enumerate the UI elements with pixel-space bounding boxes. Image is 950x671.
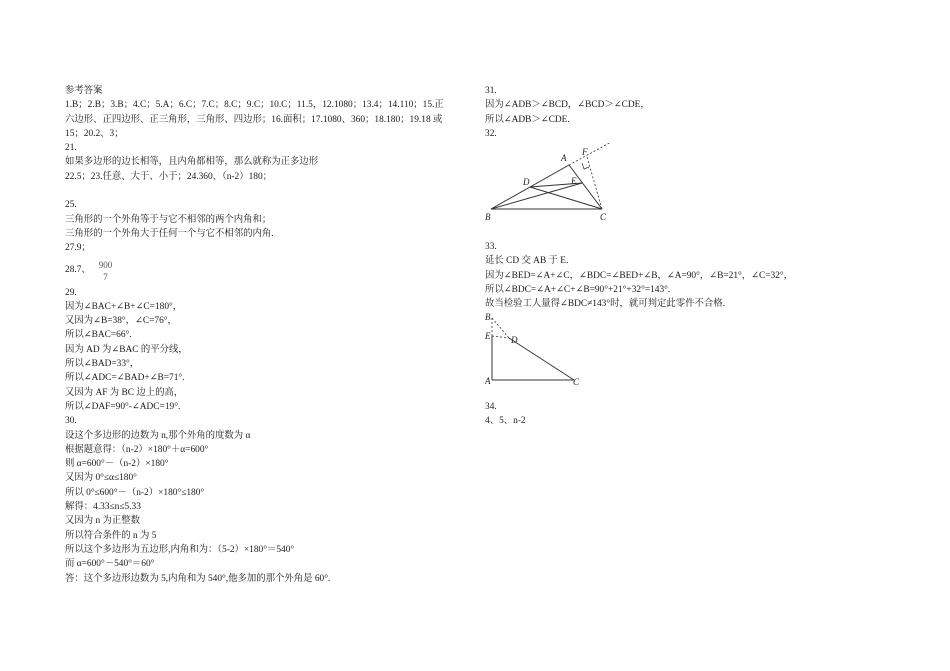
q34-number: 34. <box>485 401 497 412</box>
segment-dc <box>530 187 602 209</box>
q33-number: 33. <box>485 242 497 253</box>
q29-number: 29. <box>65 287 77 298</box>
q29-line: 所以∠BAC=66°. <box>65 330 132 341</box>
q25-line-1: 三角形的一个外角等于与它不相邻的两个内角和； <box>65 214 272 225</box>
label-e: E <box>485 330 491 341</box>
q29-line: 因为∠BAC+∠B+∠C=180°， <box>65 301 183 312</box>
q30-line: 又因为 0°≤α≤180° <box>65 473 137 484</box>
q29-line: 因为 AD 为∠BAC 的平分线， <box>65 344 188 355</box>
q25-number: 25. <box>65 200 77 211</box>
q30-line: 则 α=600°－（n-2）×180° <box>65 459 169 470</box>
q27-answer: 27.9； <box>65 243 91 254</box>
right-column <box>485 84 885 428</box>
q28-fraction <box>97 259 115 283</box>
q21-number: 21. <box>65 143 77 154</box>
q33-figure <box>485 312 595 392</box>
label-c: C <box>573 376 580 387</box>
q33-line: 所以∠BDC=∠A+∠C+∠B=90°+21°+32°=143°. <box>485 285 671 296</box>
q29-line: 所以∠BAD=33°， <box>65 359 140 370</box>
q29-line: 又因为 AF 为 BC 边上的高， <box>65 387 184 398</box>
spacer <box>65 184 470 198</box>
spacer <box>485 228 885 240</box>
right-angle-mark <box>582 163 589 169</box>
q30-line: 所以符合条件的 n 为 5 <box>65 530 157 541</box>
q33-line: 故当检验工人量得∠BDC≠143°时，就可判定此零件不合格. <box>485 299 725 310</box>
q30-line: 所以这个多边形为五边形,内角和为：（5-2）×180°＝540° <box>65 544 295 555</box>
segment-ac <box>569 165 602 209</box>
label-a: A <box>485 375 491 386</box>
answer-1-line-1: 1.B；2.B；3.B；4.C；5.A；6.C；7.C；8.C；9.C；10.C；11.5，12.1080；13.4；14.110；15.正 <box>65 100 444 111</box>
q28-label: 28.7、 <box>65 265 91 276</box>
label-e: E <box>571 176 577 187</box>
label-d: D <box>511 334 518 345</box>
q30-line: 设这个多边形的边数为 n,那个外角的度数为 α <box>65 430 251 441</box>
altitude-cf <box>587 157 602 209</box>
q29-line: 所以∠DAF=90°-∠ADC=19°. <box>65 401 181 412</box>
q29-line: 又因为∠B=38°，∠C=76°， <box>65 316 177 327</box>
segment-bd <box>492 318 509 338</box>
label-c: C <box>600 212 607 223</box>
q29-line: 所以∠ADC=∠BAD+∠B=71°. <box>65 373 185 384</box>
q30-line: 根据题意得：（n-2）×180°＋α=600° <box>65 444 209 455</box>
q31-number: 31. <box>485 86 497 96</box>
label-b: B <box>485 311 491 322</box>
q33-line: 因为∠BED=∠A+∠C，∠BDC=∠BED+∠B，∠A=90°，∠B=21°，∠C=32°， <box>485 270 794 281</box>
q25-line-2: 三角形的一个外角大于任何一个与它不相邻的内角. <box>65 228 274 239</box>
q21-answer: 如果多边形的边长相等，且内角都相等，那么就称为正多边形 <box>65 157 319 168</box>
spacer <box>485 392 885 400</box>
label-f: F <box>582 147 588 158</box>
q30-line: 解得：4.33≤n≤5.33 <box>65 502 141 513</box>
segment-ed <box>492 336 509 338</box>
answer-1-line-3: 15；20.2、3； <box>65 128 124 139</box>
answer-1-line-2: 六边形、正四边形、正三角形，三角形、四边形；16.面积；17.1080、360；18.180；19.18 或 <box>65 114 443 125</box>
q31-line-2: 所以∠ADB＞∠CDE. <box>485 114 570 125</box>
q34-answer: 4、5、n-2 <box>485 415 526 426</box>
label-a: A <box>561 153 567 164</box>
q33-line: 延长 CD 交 AB 于 E. <box>485 256 569 267</box>
q28-numerator: 900 <box>98 259 113 270</box>
answers-title: 参考答案 <box>65 86 103 96</box>
q28-answer <box>65 256 470 286</box>
q30-line: 所以 0°≤600°－（n-2）×180°≤180° <box>65 487 205 498</box>
q32-triangle-figure <box>485 143 635 228</box>
q30-line: 而 α=600°－540°＝60° <box>65 559 155 570</box>
q28-denominator: 7 <box>103 271 108 282</box>
q31-line-1: 因为∠ADB＞∠BCD，∠BCD＞∠CDE， <box>485 100 650 111</box>
q30-line: 又因为 n 为正整数 <box>65 516 141 527</box>
q30-number: 30. <box>65 416 77 427</box>
extension-ray <box>569 143 613 165</box>
label-b: B <box>485 212 491 223</box>
q30-line: 答：这个多边形边数为 5,内角和为 540°,他多加的那个外角是 60°. <box>65 573 331 584</box>
q32-number: 32. <box>485 128 497 139</box>
left-column <box>65 84 470 586</box>
label-d: D <box>523 177 530 188</box>
q22-24-answers: 22.5；23.任意、大于、小于；24.360、（n-2）180； <box>65 171 273 182</box>
segment-dc <box>509 338 574 380</box>
